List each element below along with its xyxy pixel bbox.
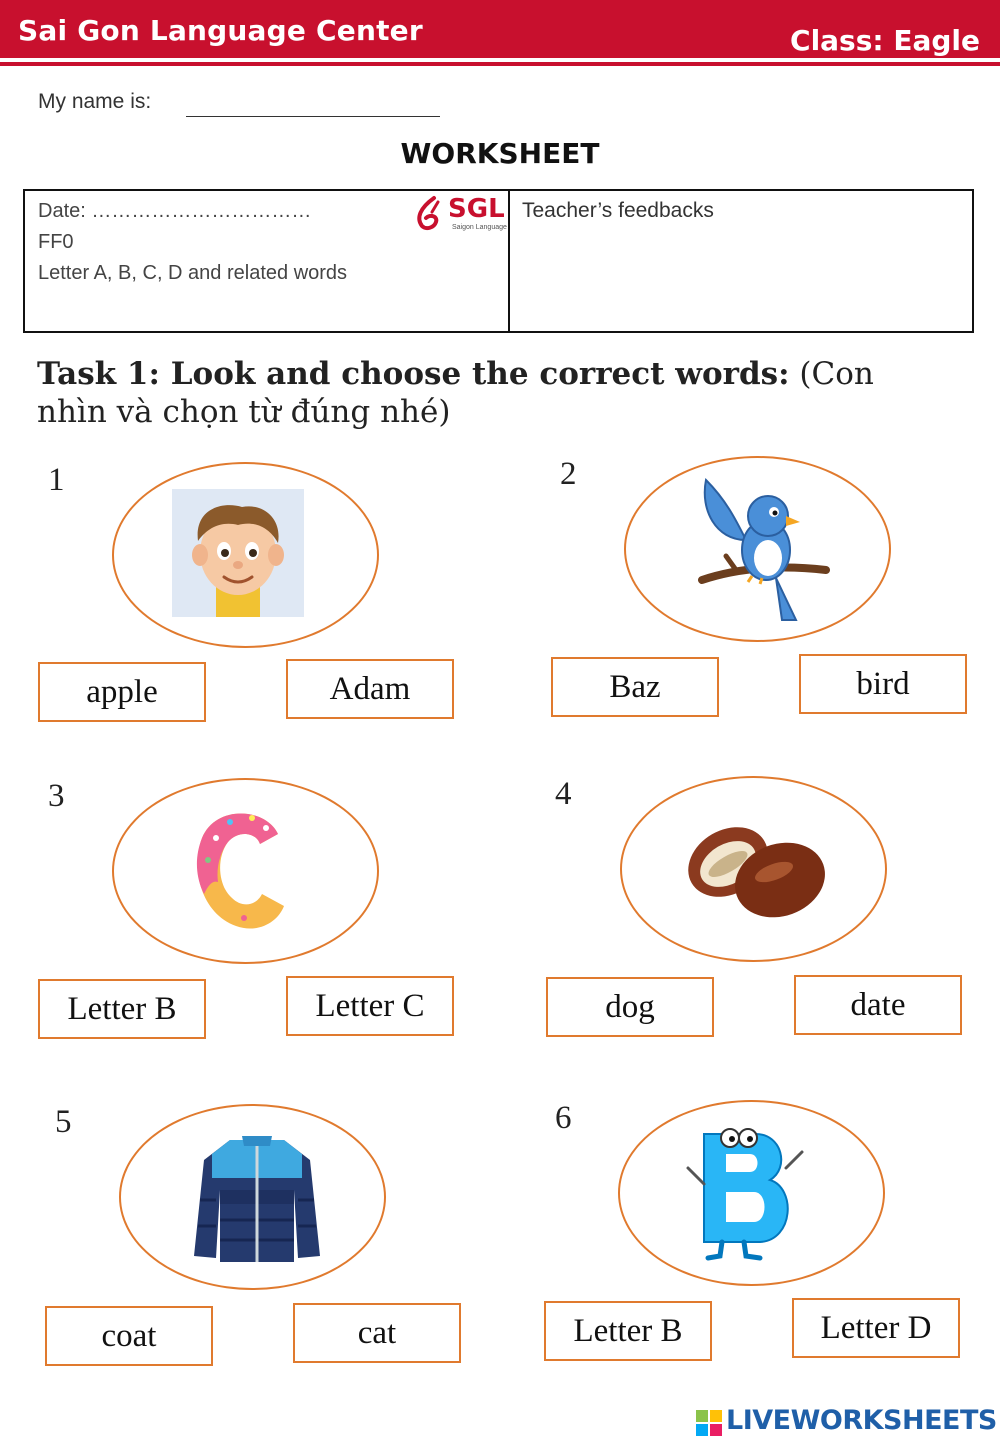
- option-button[interactable]: Letter B: [544, 1301, 712, 1361]
- dates-fruit-picture: [684, 818, 828, 924]
- item-number: 5: [55, 1104, 72, 1140]
- logo-text: SGL: [448, 194, 505, 224]
- code-line: FF0: [38, 231, 74, 253]
- option-button[interactable]: coat: [45, 1306, 213, 1366]
- teacher-feedback-label: Teacher’s feedbacks: [522, 199, 714, 222]
- sgl-logo: [412, 194, 508, 236]
- footer-brand[interactable]: LIVEWORKSHEETS: [726, 1405, 997, 1436]
- info-divider: [508, 189, 510, 333]
- date-line: Date: ……………………………: [38, 200, 312, 222]
- topic-line: Letter A, B, C, D and related words: [38, 262, 348, 284]
- letter-b-character-picture: [682, 1124, 812, 1264]
- boy-face-picture: [172, 489, 304, 617]
- option-button[interactable]: cat: [293, 1303, 461, 1363]
- task-title: [37, 355, 937, 431]
- option-button[interactable]: Letter B: [38, 979, 206, 1039]
- liveworksheets-logo-icon: [696, 1410, 722, 1436]
- option-button[interactable]: bird: [799, 654, 967, 714]
- option-button[interactable]: Letter D: [792, 1298, 960, 1358]
- item-number: 2: [560, 456, 577, 492]
- letter-c-donut-picture: [186, 798, 296, 938]
- name-label: My name is:: [38, 90, 152, 113]
- sgl-swirl-icon: [412, 194, 448, 236]
- worksheet-title: WORKSHEET: [400, 137, 600, 170]
- logo-subtext: Saigon Language: [452, 224, 507, 231]
- option-button[interactable]: date: [794, 975, 962, 1035]
- item-number: 1: [48, 462, 65, 498]
- option-button[interactable]: apple: [38, 662, 206, 722]
- blue-bird-picture: [696, 470, 830, 622]
- class-name: Class: Eagle: [790, 24, 980, 57]
- option-button[interactable]: dog: [546, 977, 714, 1037]
- task-title-bold: Task 1: Look and choose the correct words:: [37, 356, 790, 392]
- option-button[interactable]: Baz: [551, 657, 719, 717]
- coat-picture: [190, 1130, 324, 1266]
- center-name: Sai Gon Language Center: [18, 14, 423, 47]
- item-number: 3: [48, 778, 65, 814]
- option-button[interactable]: Adam: [286, 659, 454, 719]
- name-blank-line[interactable]: [186, 116, 440, 117]
- option-button[interactable]: Letter C: [286, 976, 454, 1036]
- item-number: 4: [555, 776, 572, 812]
- header-divider: [0, 62, 1000, 66]
- task-title-translation: (Con nhìn và chọn từ đúng nhé): [37, 356, 874, 430]
- item-number: 6: [555, 1100, 572, 1136]
